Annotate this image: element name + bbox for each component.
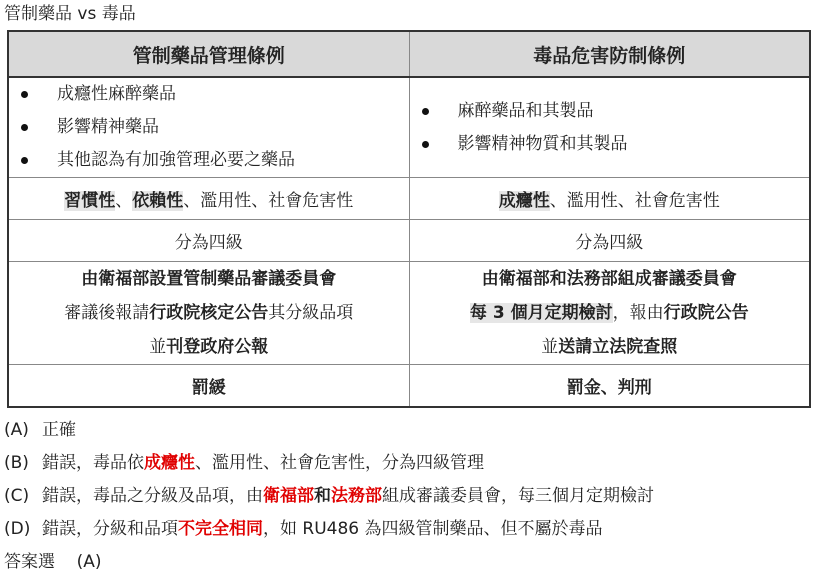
bullet-icon [21, 124, 28, 131]
note-d: (D) 錯誤，分級和品項不完全相同，如 RU486 為四級管制藥品、但不屬於毒品 [4, 519, 603, 539]
table-row [8, 220, 810, 262]
answer-notes [4, 414, 654, 579]
bullet-icon [21, 157, 28, 164]
note-c: (C) 錯誤，毒品之分級及品項，由衛福部和法務部組成審議委員會，每三個月定期檢討 [4, 486, 654, 506]
note-a: (A) 正確 [4, 420, 76, 440]
note-b: (B) 錯誤，毒品依成癮性、濫用性、社會危害性，分為四級管理 [4, 453, 484, 473]
right-scope-list [410, 95, 810, 161]
list-item: 其他認為有加強管理必要之藥品 [21, 144, 409, 177]
table-row [8, 77, 810, 178]
right-traits-cell: 成癮性、濫用性、社會危害性 [409, 178, 810, 220]
answer-line: 答案選 (A) [4, 552, 102, 572]
table-row [8, 178, 810, 220]
left-authority-cell: 由衛福部設置管制藥品審議委員會 審議後報請行政院核定公告其分級品項 並刊登政府公報 [8, 262, 409, 365]
bullet-icon [21, 91, 28, 98]
table-row [8, 365, 810, 407]
left-penalty-cell: 罰緩 [8, 365, 409, 407]
table-header-row [8, 31, 810, 77]
header-controlled-drugs: 管制藥品管理條例 [8, 31, 409, 77]
left-levels-cell: 分為四級 [8, 220, 409, 262]
page-title: 管制藥品 vs 毒品 [4, 4, 136, 24]
bullet-icon [422, 108, 429, 115]
right-levels-cell: 分為四級 [409, 220, 810, 262]
left-scope-list [9, 78, 409, 177]
right-scope-cell [409, 77, 810, 178]
left-traits-cell: 習慣性、依賴性、濫用性、社會危害性 [8, 178, 409, 220]
list-item: 麻醉藥品和其製品 [422, 95, 810, 128]
right-authority-cell: 由衛福部和法務部組成審議委員會 每 3 個月定期檢討，報由行政院公告 並送請立法院查照 [409, 262, 810, 365]
table-row [8, 262, 810, 365]
list-item: 影響精神藥品 [21, 111, 409, 144]
header-narcotics: 毒品危害防制條例 [409, 31, 810, 77]
list-item: 影響精神物質和其製品 [422, 128, 810, 161]
list-item: 成癮性麻醉藥品 [21, 78, 409, 111]
bullet-icon [422, 141, 429, 148]
right-penalty-cell: 罰金、判刑 [409, 365, 810, 407]
left-scope-cell [8, 77, 409, 178]
comparison-table [7, 30, 811, 408]
